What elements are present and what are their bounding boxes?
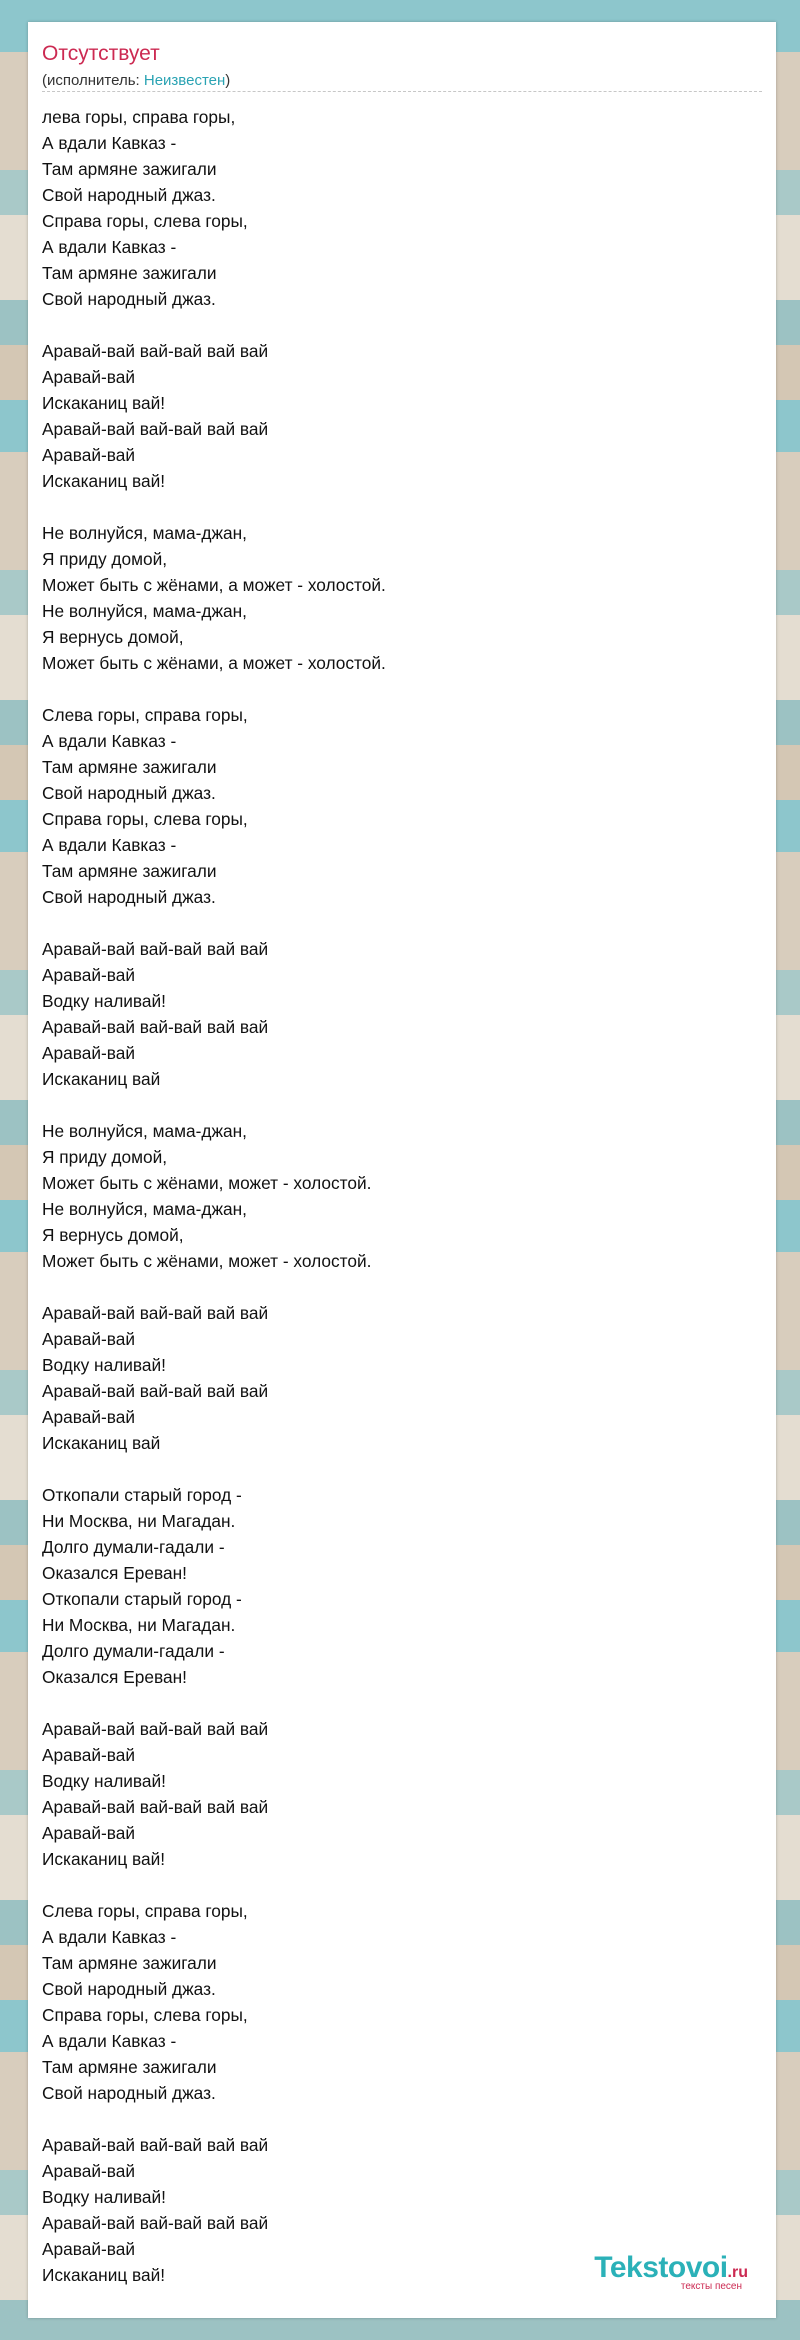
logo-tagline: тексты песен (680, 2281, 742, 2292)
artist-prefix: (исполнитель: (42, 72, 144, 89)
logo-name: Tekstovoi (594, 2251, 728, 2284)
lyrics-card (28, 22, 776, 2318)
song-title: Отсутствует (42, 42, 160, 65)
logo-tld: .ru (727, 2264, 748, 2281)
title-divider (42, 91, 762, 92)
artist-link[interactable]: Неизвестен (143, 72, 226, 89)
artist-line (42, 72, 230, 89)
lyrics-text: лева горы, справа горы, А вдали Кавказ - Там армяне зажигали Свой народный джаз. Справа горы, слева горы, А вдали Кавказ - Там армяне зажигали Свой народный джаз. Аравай-вай вай-вай вай вай Аравай-вай Искаканиц вай! Аравай-вай вай-вай вай вай Аравай-вай Искаканиц вай! Не волнуйся, мама-джан, Я приду домой, Может быть с жёнами, а может - холостой. Не волнуйся, мама-джан, Я вернусь домой, Может быть с жёнами, а может - холостой. Слева горы, справа горы, А вдали Кавказ - Там армяне зажигали Свой народный джаз. Справа горы, слева горы, А вдали Кавказ - Там армяне зажигали Свой народный джаз. Аравай-вай вай-вай вай вай Аравай-вай Водку наливай! Аравай-вай вай-вай вай вай Аравай-вай Искаканиц вай Не волнуйся, мама-джан, Я приду домой, Может быть с жёнами, может - холостой. Не волнуйся, мама-джан, Я вернусь домой, Может быть с жёнами, может - холостой. Аравай-вай вай-вай вай вай Аравай-вай Водку наливай! Аравай-вай вай-вай вай вай Аравай-вай Искаканиц вай Откопали старый город - Ни Москва, ни Магадан. Долго думали-гадали - Оказался Ереван! Откопали старый город - Ни Москва, ни Магадан. Долго думали-гадали - Оказался Ереван! Аравай-вай вай-вай вай вай Аравай-вай Водку наливай! Аравай-вай вай-вай вай вай Аравай-вай Искаканиц вай! Слева горы, справа горы, А вдали Кавказ - Там армяне зажигали Свой народный джаз. Справа горы, слева горы, А вдали Кавказ - Там армяне зажигали Свой народный джаз. Аравай-вай вай-вай вай вай Аравай-вай Водку наливай! Аравай-вай вай-вай вай вай Аравай-вай Искаканиц вай! (42, 107, 386, 2285)
artist-suffix: ) (225, 72, 231, 89)
site-logo[interactable] (594, 2251, 748, 2292)
